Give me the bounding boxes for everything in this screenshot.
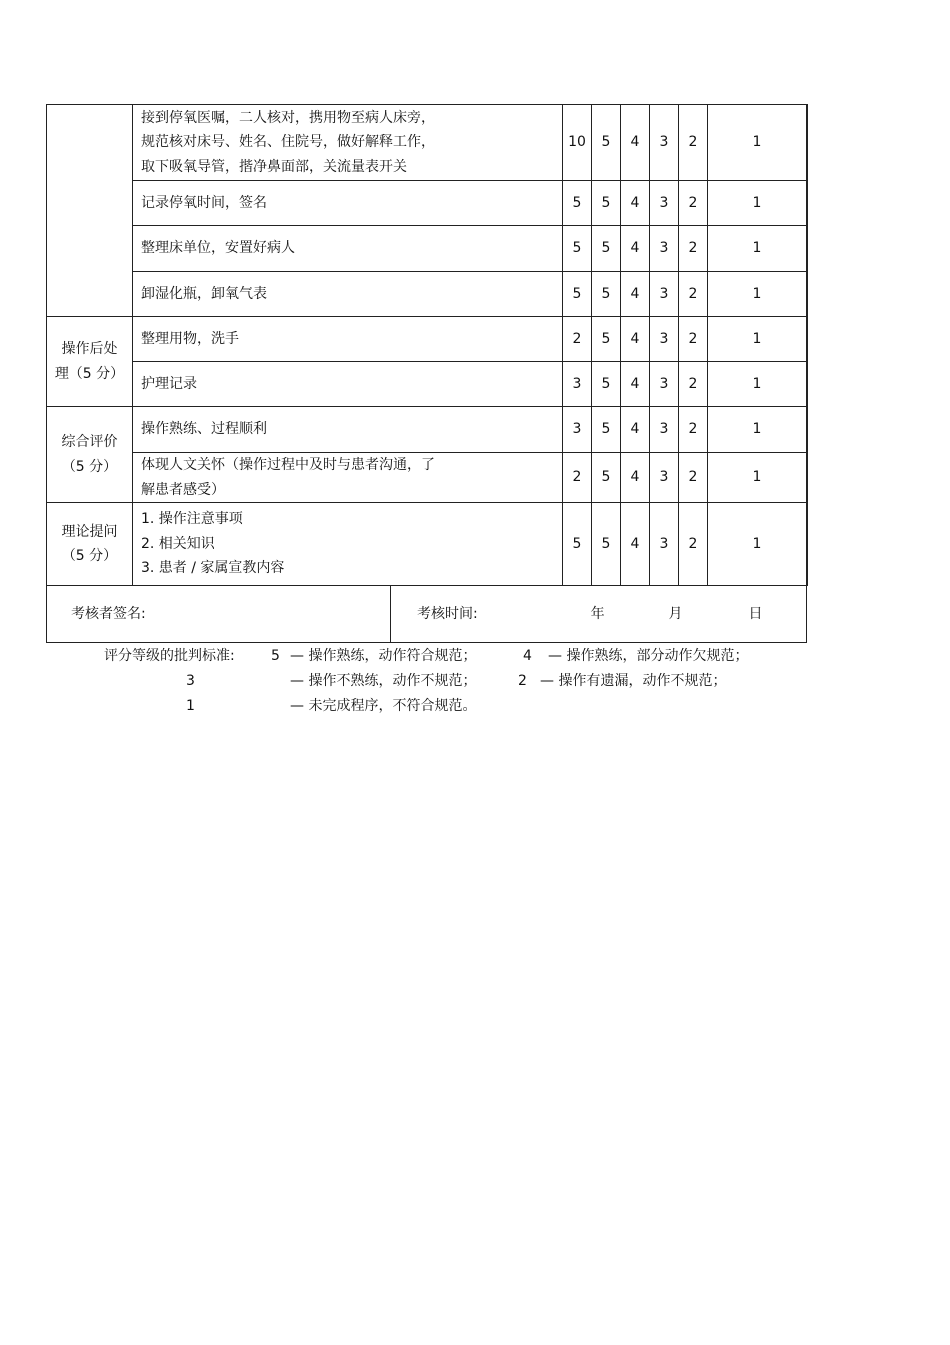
level-2: 2 bbox=[679, 272, 708, 317]
level-1: 1 bbox=[708, 453, 807, 503]
criteria-level-1-text: — 未完成程序，不符合规范。 bbox=[290, 698, 477, 714]
deduction-cell bbox=[807, 317, 808, 362]
level-5: 5 bbox=[592, 181, 621, 226]
level-5: 5 bbox=[592, 272, 621, 317]
level-2: 2 bbox=[679, 226, 708, 272]
examiner-signature-label: 考核者签名: bbox=[71, 605, 146, 622]
table-row bbox=[47, 362, 808, 407]
level-4: 4 bbox=[621, 407, 650, 453]
score-cell: 10 bbox=[563, 105, 592, 181]
level-5: 5 bbox=[592, 317, 621, 362]
score-cell: 5 bbox=[563, 181, 592, 226]
criteria-level-2-number: 2 bbox=[518, 673, 527, 689]
examiner-signature-cell bbox=[47, 586, 391, 643]
level-2: 2 bbox=[679, 453, 708, 503]
item-cell: 接到停氧医嘱，二人核对，携用物至病人床旁， 规范核对床号、姓名、住院号，做好解释工作， 取下吸氧导管，揩净鼻面部，关流量表开关 bbox=[133, 105, 563, 181]
level-3: 3 bbox=[650, 503, 679, 586]
criteria-level-4-text: — 操作熟练，部分动作欠规范； bbox=[548, 648, 749, 664]
criteria-title: 评分等级的批判标准: bbox=[104, 648, 235, 664]
deduction-cell bbox=[807, 453, 808, 503]
item-cell: 记录停氧时间，签名 bbox=[133, 181, 563, 226]
level-2: 2 bbox=[679, 105, 708, 181]
section-cell-evaluation: 综合评价 （5 分） bbox=[47, 407, 133, 503]
table-row bbox=[47, 105, 808, 181]
table-row bbox=[47, 503, 808, 586]
level-2: 2 bbox=[679, 362, 708, 407]
level-5: 5 bbox=[592, 226, 621, 272]
deduction-cell bbox=[807, 105, 808, 181]
item-cell: 卸湿化瓶，卸氧气表 bbox=[133, 272, 563, 317]
criteria-level-3-number: 3 bbox=[186, 673, 195, 689]
score-cell: 5 bbox=[563, 226, 592, 272]
table-row bbox=[47, 317, 808, 362]
criteria-level-5-text: — 操作熟练，动作符合规范； bbox=[290, 648, 477, 664]
table-row bbox=[47, 407, 808, 453]
deduction-cell bbox=[807, 181, 808, 226]
exam-time-cell bbox=[391, 586, 807, 643]
score-cell: 3 bbox=[563, 362, 592, 407]
day-label: 日 bbox=[748, 605, 763, 622]
level-4: 4 bbox=[621, 362, 650, 407]
score-cell: 5 bbox=[563, 503, 592, 586]
level-2: 2 bbox=[679, 317, 708, 362]
score-cell: 3 bbox=[563, 407, 592, 453]
level-3: 3 bbox=[650, 181, 679, 226]
score-cell: 5 bbox=[563, 272, 592, 317]
deduction-cell bbox=[807, 362, 808, 407]
level-4: 4 bbox=[621, 181, 650, 226]
level-2: 2 bbox=[679, 503, 708, 586]
level-1: 1 bbox=[708, 407, 807, 453]
level-1: 1 bbox=[708, 317, 807, 362]
level-4: 4 bbox=[621, 226, 650, 272]
level-1: 1 bbox=[708, 105, 807, 181]
deduction-cell bbox=[807, 407, 808, 453]
level-4: 4 bbox=[621, 272, 650, 317]
level-5: 5 bbox=[592, 407, 621, 453]
table-row bbox=[47, 226, 808, 272]
scoring-table bbox=[46, 104, 808, 643]
level-3: 3 bbox=[650, 105, 679, 181]
item-cell: 体现人文关怀（操作过程中及时与患者沟通，了 解患者感受） bbox=[133, 453, 563, 503]
level-1: 1 bbox=[708, 181, 807, 226]
table-row bbox=[47, 272, 808, 317]
criteria-level-4-number: 4 bbox=[523, 648, 532, 664]
level-5: 5 bbox=[592, 503, 621, 586]
table-row bbox=[47, 453, 808, 503]
deduction-cell bbox=[807, 272, 808, 317]
item-cell: 操作熟练、过程顺利 bbox=[133, 407, 563, 453]
level-5: 5 bbox=[592, 362, 621, 407]
item-cell: 1. 操作注意事项 2. 相关知识 3. 患者 / 家属宣教内容 bbox=[133, 503, 563, 586]
exam-time-label: 考核时间: bbox=[417, 605, 478, 622]
table-row bbox=[47, 181, 808, 226]
year-label: 年 bbox=[590, 605, 605, 622]
level-1: 1 bbox=[708, 503, 807, 586]
level-5: 5 bbox=[592, 453, 621, 503]
level-3: 3 bbox=[650, 362, 679, 407]
score-cell: 2 bbox=[563, 453, 592, 503]
item-cell: 整理床单位，安置好病人 bbox=[133, 226, 563, 272]
criteria-level-3-text: — 操作不熟练，动作不规范； bbox=[290, 673, 477, 689]
level-1: 1 bbox=[708, 272, 807, 317]
level-1: 1 bbox=[708, 226, 807, 272]
level-3: 3 bbox=[650, 226, 679, 272]
month-label: 月 bbox=[668, 605, 683, 622]
item-cell: 护理记录 bbox=[133, 362, 563, 407]
item-cell: 整理用物，洗手 bbox=[133, 317, 563, 362]
score-cell: 2 bbox=[563, 317, 592, 362]
level-4: 4 bbox=[621, 503, 650, 586]
level-5: 5 bbox=[592, 105, 621, 181]
section-cell-post: 操作后处 理（5 分） bbox=[47, 317, 133, 407]
deduction-cell bbox=[807, 503, 808, 586]
section-cell-theory: 理论提问 （5 分） bbox=[47, 503, 133, 586]
level-4: 4 bbox=[621, 453, 650, 503]
level-3: 3 bbox=[650, 453, 679, 503]
criteria-level-1-number: 1 bbox=[186, 698, 195, 714]
criteria-level-5-number: 5 bbox=[271, 648, 280, 664]
section-cell-procedure bbox=[47, 105, 133, 317]
deduction-cell bbox=[807, 226, 808, 272]
level-4: 4 bbox=[621, 105, 650, 181]
level-3: 3 bbox=[650, 272, 679, 317]
level-2: 2 bbox=[679, 407, 708, 453]
level-2: 2 bbox=[679, 181, 708, 226]
level-4: 4 bbox=[621, 317, 650, 362]
level-3: 3 bbox=[650, 317, 679, 362]
criteria-level-2-text: — 操作有遗漏，动作不规范； bbox=[540, 673, 727, 689]
level-1: 1 bbox=[708, 362, 807, 407]
signature-row bbox=[47, 586, 808, 643]
level-3: 3 bbox=[650, 407, 679, 453]
